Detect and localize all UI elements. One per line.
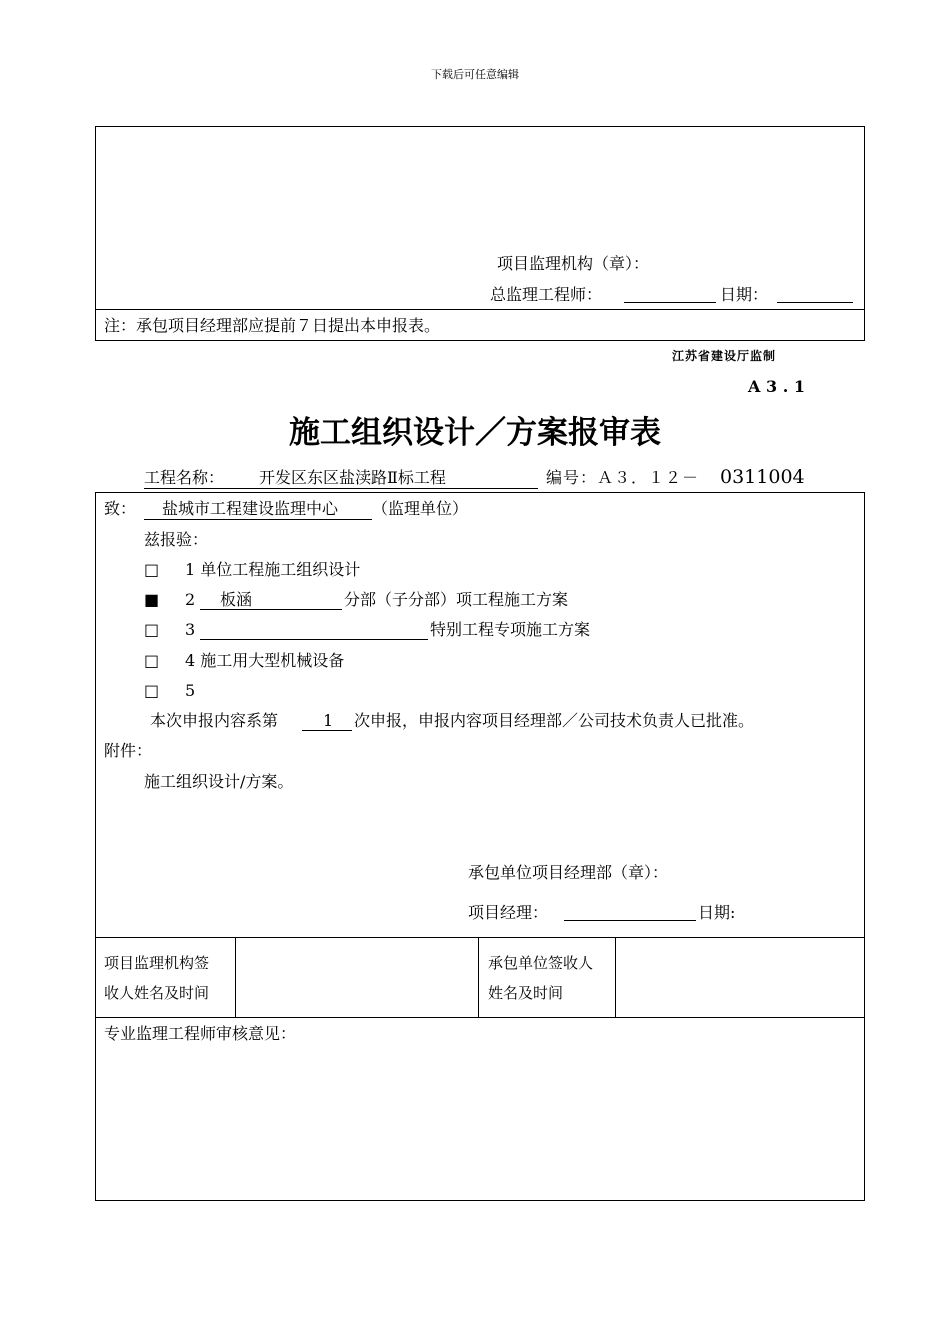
form-number-label: 编号：Ａ３．１２－ — [546, 468, 700, 487]
form-title: 施工组织设计／方案报审表 — [289, 415, 661, 451]
item-3-checkbox[interactable]: □ — [144, 620, 160, 639]
project-manager-label: 项目经理： — [468, 903, 549, 922]
to-label: 致： — [104, 499, 137, 518]
item-2-suffix: 分部（子分部）项工程施工方案 — [344, 590, 569, 609]
item-1-label: 1 单位工程施工组织设计 — [185, 560, 361, 579]
project-manager-date-label: 日期: — [698, 903, 736, 922]
report-intro: 兹报验： — [144, 530, 209, 549]
review-opinion-area[interactable] — [96, 1048, 864, 1198]
item-3-underline — [200, 639, 428, 640]
issuer-label: 江苏省建设厅监制 — [672, 349, 777, 363]
supervisor-receiver-label-line1: 项目监理机构签 — [104, 954, 210, 972]
contractor-receiver-label-line1: 承包单位签收人 — [488, 954, 594, 972]
chief-engineer-date-line[interactable] — [777, 302, 853, 303]
submission-suffix: 次申报，申报内容项目经理部／公司技术负责人已批准。 — [354, 711, 755, 730]
attachment-value: 施工组织设计/方案。 — [144, 772, 294, 791]
chief-engineer-label: 总监理工程师： — [490, 285, 603, 304]
review-opinion-label: 专业监理工程师审核意见： — [104, 1024, 297, 1043]
page-header-note: 下载后可任意编辑 — [431, 68, 519, 81]
supervision-unit-suffix: （监理单位） — [372, 499, 469, 518]
item-2-subproject-value[interactable]: 板涵 — [220, 590, 253, 609]
item-4-checkbox[interactable]: □ — [144, 651, 160, 670]
item-5-label: 5 — [185, 681, 196, 700]
item-2-underline — [200, 609, 342, 610]
signature-row-bottom-border — [95, 1017, 865, 1018]
supervisor-receiver-cell[interactable] — [236, 938, 477, 1016]
contractor-seal-label: 承包单位项目经理部（章）： — [468, 863, 669, 882]
item-2-number: 2 — [185, 590, 196, 609]
form-number-value: 0311004 — [720, 466, 805, 488]
project-manager-signature-line[interactable] — [564, 920, 696, 921]
supervision-unit-name: 盐城市工程建设监理中心 — [162, 499, 339, 518]
item-5-checkbox[interactable]: □ — [144, 681, 160, 700]
contractor-receiver-label-line2: 姓名及时间 — [488, 984, 564, 1002]
project-name-underline — [144, 488, 538, 489]
submission-count-underline — [302, 730, 352, 731]
item-1-checkbox[interactable]: □ — [144, 560, 160, 579]
previous-form-divider — [95, 309, 865, 310]
supervision-unit-underline — [144, 519, 372, 520]
item-3-number: 3 — [185, 620, 196, 639]
project-name-label: 工程名称： — [144, 468, 225, 487]
submission-count[interactable]: 1 — [323, 711, 334, 730]
item-4-label: 4 施工用大型机械设备 — [185, 651, 345, 670]
supervisor-receiver-label-line2: 收人姓名及时间 — [104, 984, 210, 1002]
signature-row-divider-2 — [478, 937, 479, 1017]
item-2-checkbox[interactable]: ■ — [144, 590, 160, 609]
item-3-suffix: 特别工程专项施工方案 — [430, 620, 591, 639]
chief-engineer-signature-line[interactable] — [624, 302, 716, 303]
org-seal-label: 项目监理机构（章）： — [497, 254, 650, 273]
chief-engineer-date-label: 日期： — [720, 285, 769, 304]
contractor-receiver-cell[interactable] — [616, 938, 864, 1016]
submission-deadline-note: 注：承包项目经理部应提前７日提出本申报表。 — [104, 316, 441, 335]
form-code: A 3 . 1 — [748, 377, 805, 396]
project-name-value: 开发区东区盐渎路Ⅱ标工程 — [259, 468, 446, 487]
attachment-label: 附件： — [104, 741, 153, 760]
submission-prefix: 本次申报内容系第 — [150, 711, 279, 730]
